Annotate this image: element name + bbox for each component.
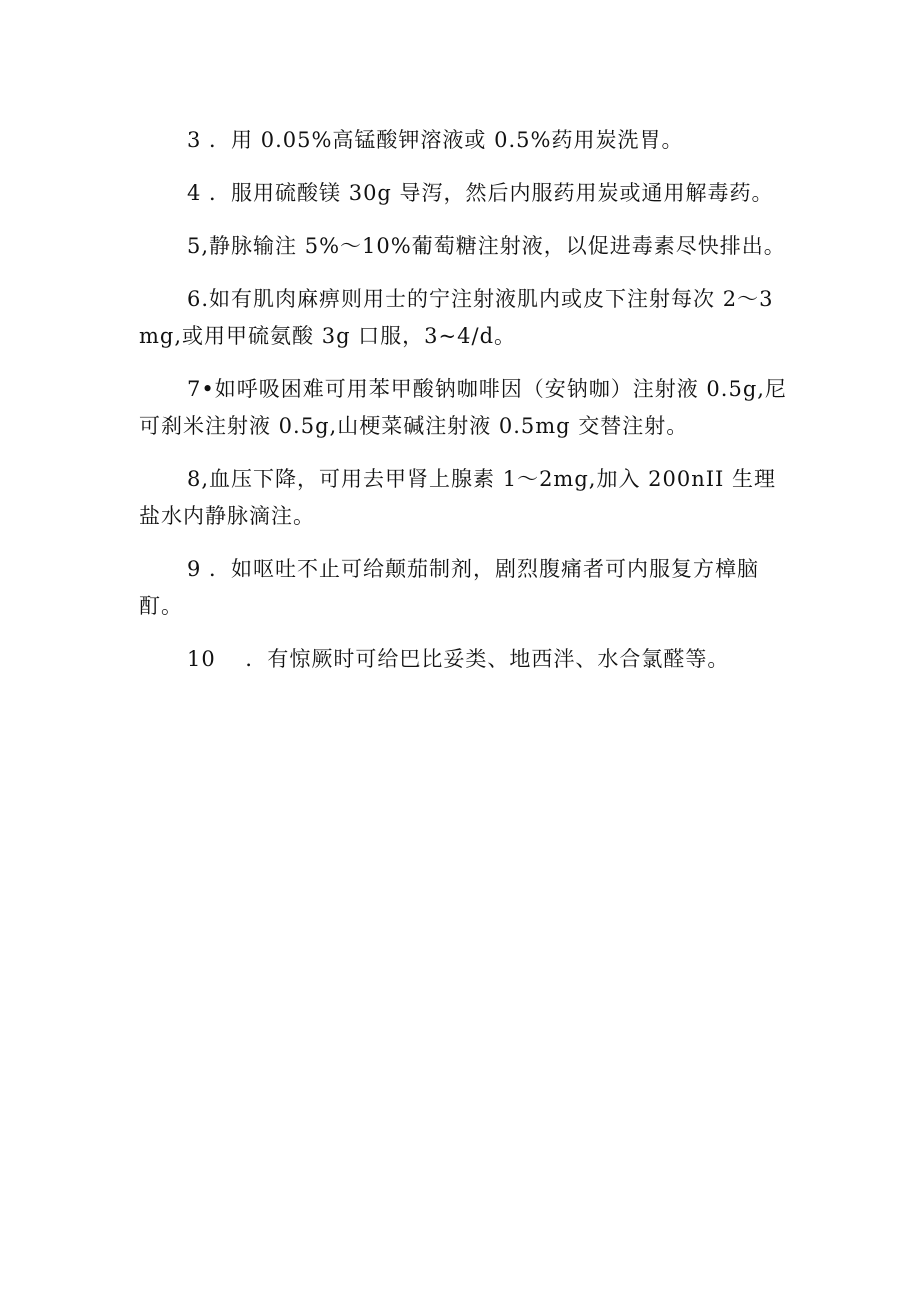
- paragraph-text: 4 ．服用硫酸镁 30g 导泻，然后内服药用炭或通用解毒药。: [187, 181, 774, 205]
- paragraph-item-10: [139, 641, 789, 678]
- paragraph-item-9: [139, 551, 789, 625]
- document-body: [139, 122, 789, 678]
- paragraph-text: 9 ．如呕吐不止可给颠茄制剂，剧烈腹痛者可内服复方樟脑酊。: [139, 557, 760, 618]
- paragraph-text: 10 ．有惊厥时可给巴比妥类、地西泮、水合氯醛等。: [187, 647, 730, 671]
- paragraph-item-6: [139, 281, 789, 355]
- paragraph-text: 6.如有肌肉麻痹则用士的宁注射液肌内或皮下注射每次 2～3mg,或用甲硫氨酸 3g 口服，3~4/d。: [139, 287, 774, 348]
- paragraph-item-3: [139, 122, 789, 159]
- paragraph-text: 7•如呼吸困难可用苯甲酸钠咖啡因（安钠咖）注射液 0.5g,尼可刹米注射液 0.5g,山梗菜碱注射液 0.5mg 交替注射。: [139, 377, 787, 438]
- paragraph-item-4: [139, 175, 789, 212]
- paragraph-item-5: [139, 228, 789, 265]
- paragraph-text: 5,静脉输注 5%～10%葡萄糖注射液，以促进毒素尽快排出。: [187, 234, 786, 258]
- paragraph-text: 8,血压下降，可用去甲肾上腺素 1～2mg,加入 200nII 生理盐水内静脉滴注。: [139, 467, 777, 528]
- paragraph-item-8: [139, 461, 789, 535]
- paragraph-item-7: [139, 371, 789, 445]
- paragraph-text: 3 ．用 0.05%高锰酸钾溶液或 0.5%药用炭洗胃。: [187, 128, 684, 152]
